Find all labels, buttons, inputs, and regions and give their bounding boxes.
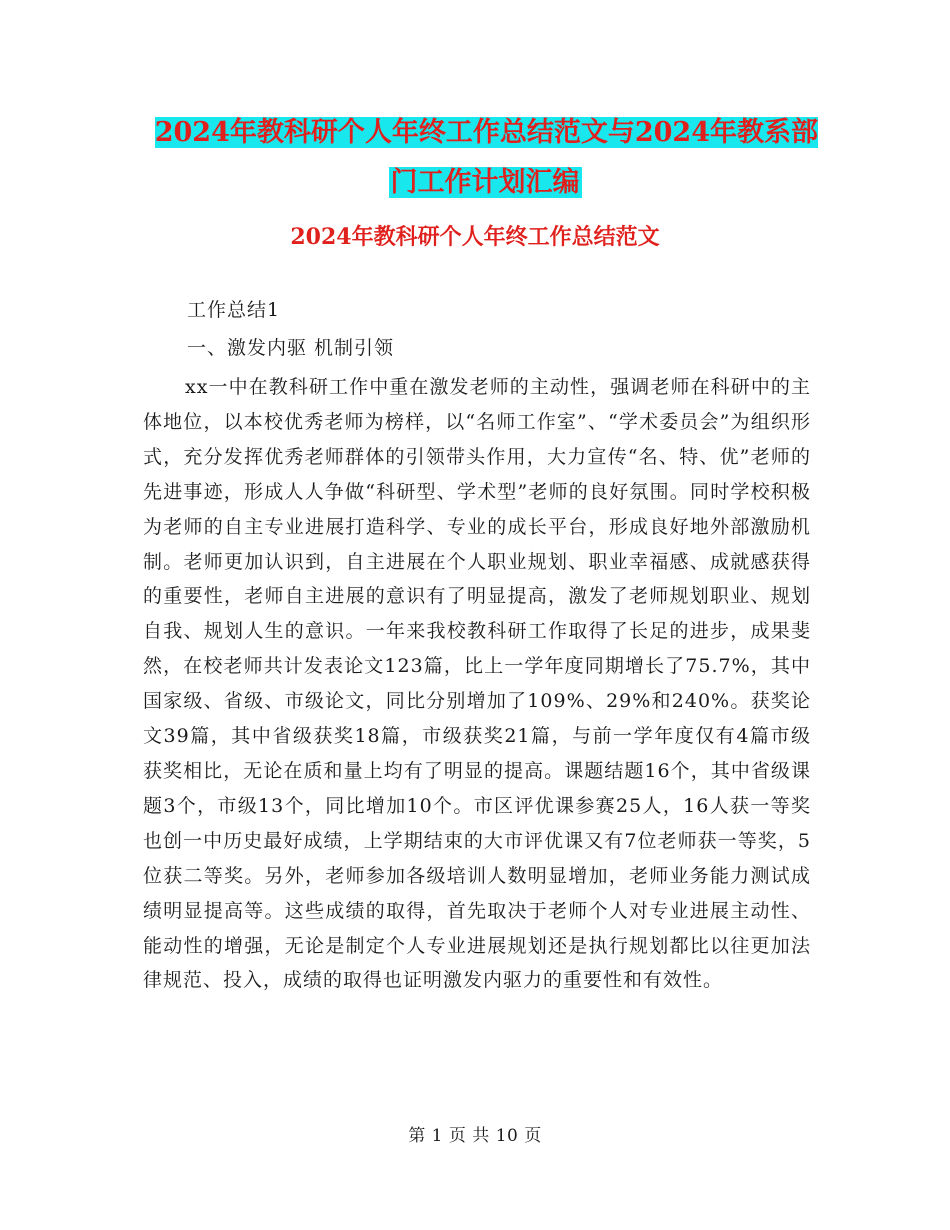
- title-highlight-1: 2024年教科研个人年终工作总结范文与2024年教系部: [154, 117, 818, 148]
- body-paragraph: xx一中在教科研工作中重在激发老师的主动性，强调老师在科研中的主体地位，以本校优秀老师为榜样，以“名师工作室”、“学术委员会”为组织形式，充分发挥优秀老师群体的引领带头作用，大力宣传“名、特、优”老师的先进事迹，形成人人争做“科研型、学术型”老师的良好氛围。同时学校积极为老师的自主专业进展打造科学、专业的成长平台，形成良好地外部激励机制。老师更加认识到，自主进展在个人职业规划、职业幸福感、成就感获得的重要性，老师自主进展的意识有了明显提高，激发了老师规划职业、规划自我、规划人生的意识。一年来我校教科研工作取得了长足的进步，成果斐然，在校老师共计发表论文123篇，比上一学年度同期增长了75.7%，其中国家级、省级、市级论文，同比分别增加了109%、29%和240%。获奖论文39篇，其中省级获奖18篇，市级获奖21篇，与前一学年度仅有4篇市级获奖相比，无论在质和量上均有了明显的提高。课题结题16个，其中省级课题3个，市级13个，同比增加10个。市区评优课参赛25人，16人获一等奖也创一中历史最好成绩，上学期结束的大市评优课又有7位老师获一等奖，5位获二等奖。另外，老师参加各级培训人数明显增加，老师业务能力测试成绩明显提高等。这些成绩的取得，首先取决于老师个人对专业进展主动性、能动性的增强，无论是制定个人专业进展规划还是执行规划都比以往更加法律规范、投入，成绩的取得也证明激发内驱力的重要性和有效性。: [143, 376, 811, 992]
- document-title-line-2: [140, 158, 830, 208]
- page-number-label: 第 1 页 共 10 页: [408, 1126, 542, 1146]
- document-title-line-1: [140, 108, 830, 158]
- summary-label: 工作总结1: [187, 299, 281, 321]
- document-title: [140, 108, 830, 208]
- section-heading: 2024年教科研个人年终工作总结范文: [290, 224, 660, 250]
- subsection-heading: 一、激发内驱 机制引领: [187, 337, 395, 359]
- page-footer: [0, 1123, 950, 1149]
- title-highlight-2: 门工作计划汇编: [390, 167, 580, 198]
